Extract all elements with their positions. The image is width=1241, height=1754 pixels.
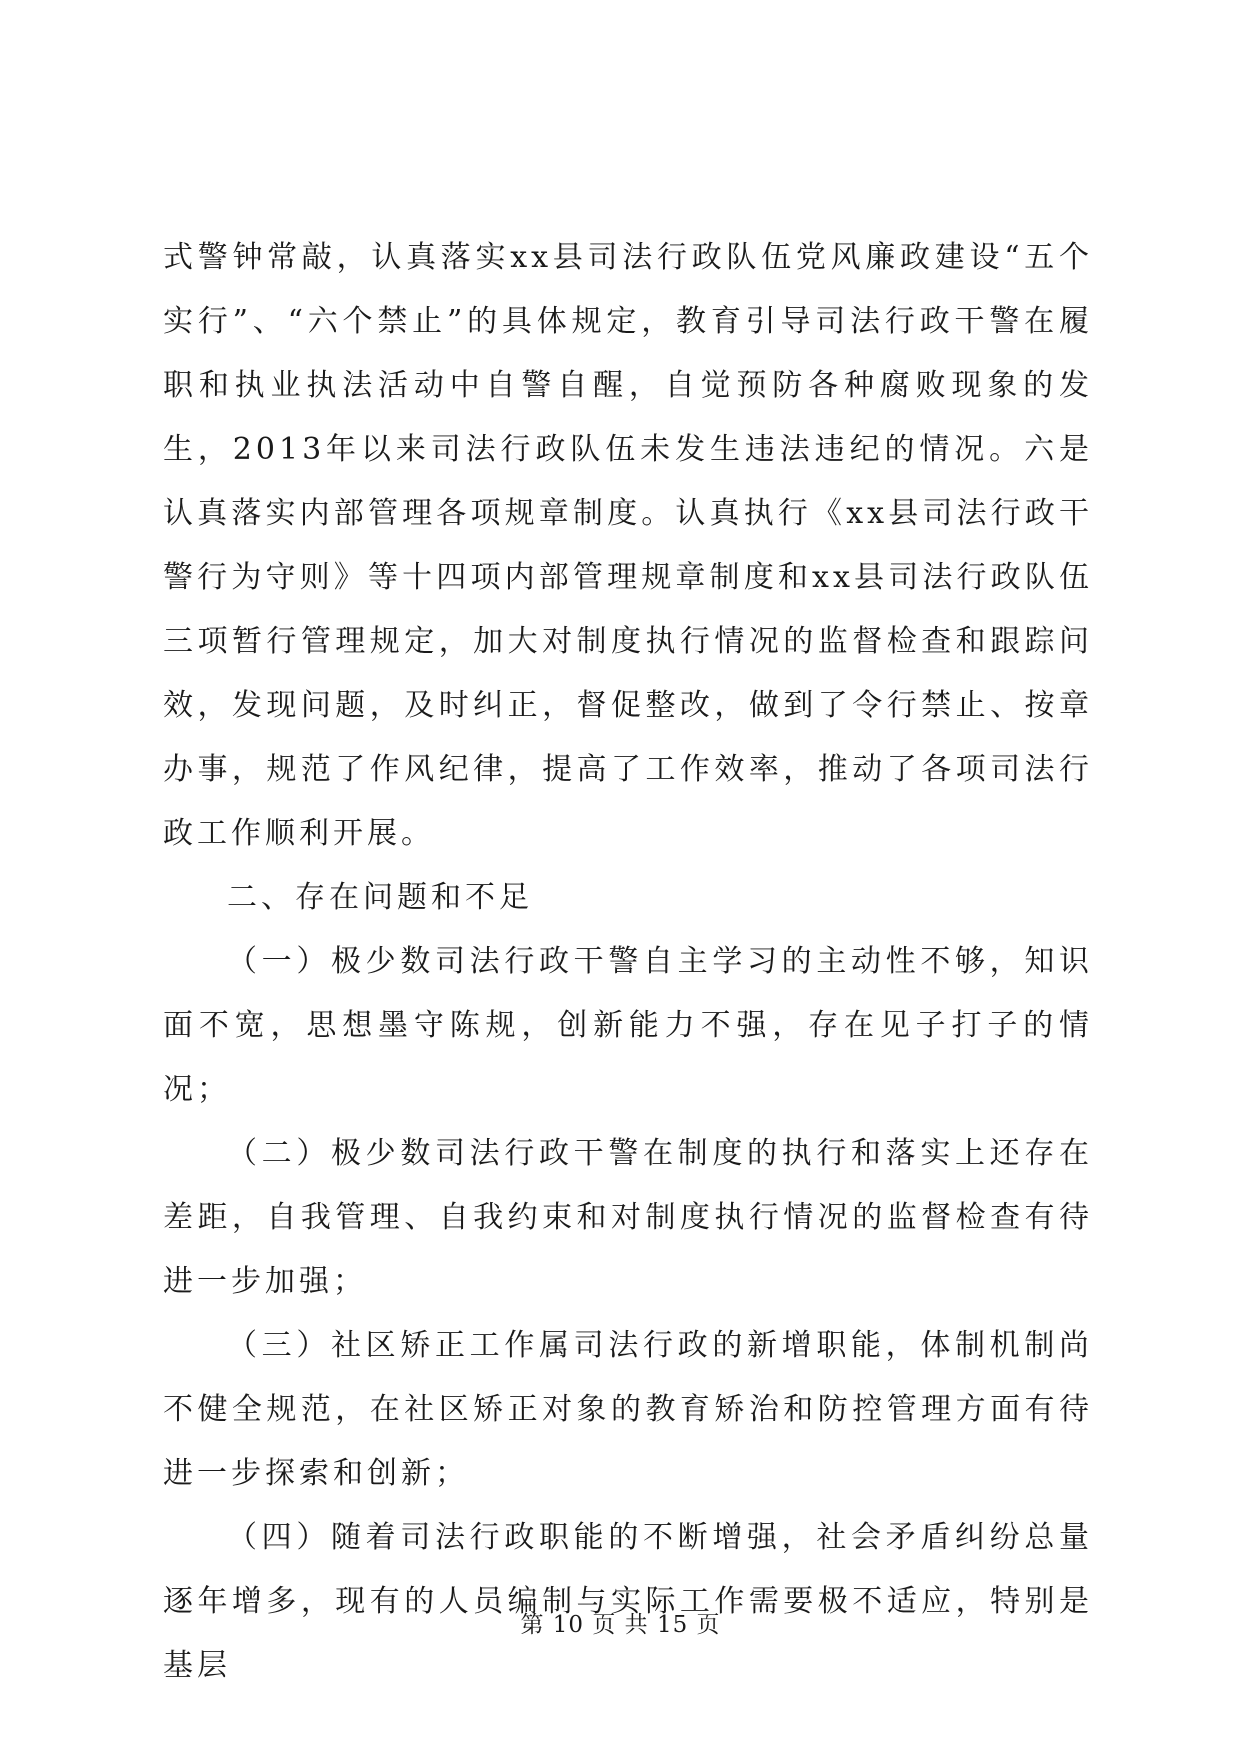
body-paragraph: （二）极少数司法行政干警在制度的执行和落实上还存在差距，自我管理、自我约束和对制度执行情况的监督检查有待进一步加强； xyxy=(163,1136,1093,1299)
document-body xyxy=(163,226,1093,1698)
page-number-footer: 第 10 页 共 15 页 xyxy=(520,1612,721,1638)
body-paragraph: （四）随着司法行政职能的不断增强，社会矛盾纠纷总量逐年增多，现有的人员编制与实际工作需要极不适应，特别是基层 xyxy=(163,1520,1093,1683)
body-paragraph: （一）极少数司法行政干警自主学习的主动性不够，知识面不宽，思想墨守陈规，创新能力不强，存在见子打子的情况； xyxy=(163,944,1093,1107)
body-paragraph: （三）社区矫正工作属司法行政的新增职能，体制机制尚不健全规范，在社区矫正对象的教育矫治和防控管理方面有待进一步探索和创新； xyxy=(163,1328,1093,1491)
body-paragraph: 式警钟常敲，认真落实xx县司法行政队伍党风廉政建设“五个实行”、“六个禁止”的具体规定，教育引导司法行政干警在履职和执业执法活动中自警自醒，自觉预防各种腐败现象的发生，2013年以来司法行政队伍未发生违法违纪的情况。六是认真落实内部管理各项规章制度。认真执行《xx县司法行政干警行为守则》等十四项内部管理规章制度和xx县司法行政队伍三项暂行管理规定，加大对制度执行情况的监督检查和跟踪问效，发现问题，及时纠正，督促整改，做到了令行禁止、按章办事，规范了作风纪律，提高了工作效率，推动了各项司法行政工作顺利开展。 xyxy=(163,240,1093,851)
section-heading: 二、存在问题和不足 xyxy=(227,880,533,915)
